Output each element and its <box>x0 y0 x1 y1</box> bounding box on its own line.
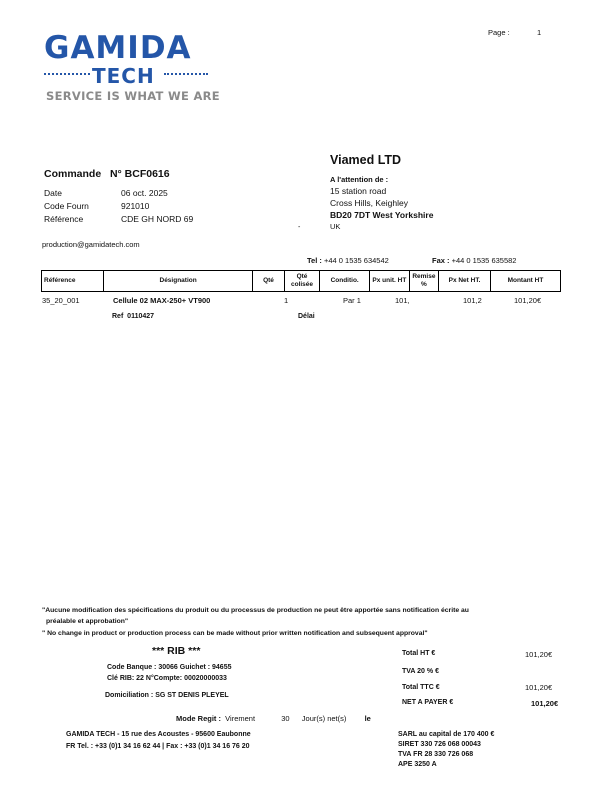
rib-key-line: Clé RIB: 22 N°Compte: 00020000033 <box>107 675 227 682</box>
total-ttc-label: Total TTC € <box>402 684 440 691</box>
items-table <box>41 270 561 292</box>
logo-tech: TECH <box>92 64 155 88</box>
items-header-row <box>42 271 561 292</box>
supplier-code-value: 921010 <box>121 201 150 211</box>
note-fr-line2: préalable et approbation" <box>46 618 129 625</box>
footer-legal-2: SIRET 330 726 068 00043 <box>398 741 481 748</box>
address-line-4: UK <box>330 222 341 231</box>
row-reference: 35_20_001 <box>42 296 80 305</box>
logo-dotted-line <box>44 73 90 75</box>
payment-days-label: Jour(s) net(s) <box>301 714 347 723</box>
net-to-pay-value: 101,20€ <box>531 699 559 708</box>
order-date-value: 06 oct. 2025 <box>121 188 168 198</box>
row-delay-label: Délai <box>298 313 315 320</box>
fax-line <box>432 256 516 265</box>
header-qty-packed: Qté colisée <box>284 271 320 292</box>
supplier-code-label: Code Fourn <box>44 201 89 211</box>
header-designation: Désignation <box>103 271 252 292</box>
sub-ref-label: Ref <box>112 313 124 320</box>
tel-line <box>307 256 389 265</box>
header-qty: Qté <box>253 271 284 292</box>
order-title <box>44 168 170 180</box>
order-title-label: Commande <box>44 168 102 180</box>
fax-label: Fax : <box>432 256 450 265</box>
header-reference: Référence <box>42 271 104 292</box>
tel-label: Tel : <box>307 256 322 265</box>
contact-email[interactable]: production@gamidatech.com <box>42 240 140 249</box>
rib-title: *** RIB *** <box>152 645 201 657</box>
rib-bank-line: Code Banque : 30066 Guichet : 94655 <box>107 664 232 671</box>
row-qty: 1 <box>284 296 289 305</box>
payment-days: 30 <box>281 714 290 723</box>
note-en: " No change in product or production process can be made without prior written notification and subsequent approval" <box>42 630 428 637</box>
footer-phone: FR Tel. : +33 (0)1 34 16 62 44 | Fax : +33 (0)1 34 16 76 20 <box>66 743 250 750</box>
net-to-pay-label: NET A PAYER € <box>402 699 454 706</box>
address-line-1: 15 station road <box>330 186 387 196</box>
page-number: 1 <box>537 28 542 37</box>
row-conditioning: Par 1 <box>343 296 361 305</box>
payment-method: Virement <box>225 714 256 723</box>
reference-value: CDE GH NORD 69 <box>121 214 194 224</box>
payment-label: Mode Regit : <box>176 714 221 723</box>
tel-value: +44 0 1535 634542 <box>323 256 389 265</box>
payment-suffix: le <box>364 714 371 723</box>
address-line-2: Cross Hills, Keighley <box>330 198 408 208</box>
row-net-price: 101,2 <box>463 296 482 305</box>
order-date-label: Date <box>44 188 62 198</box>
fax-value: +44 0 1535 635582 <box>451 256 517 265</box>
row-unit-price: 101, <box>395 296 410 305</box>
header-unit-price: Px unit. HT <box>370 271 410 292</box>
footer-address: GAMIDA TECH - 15 rue des Acoustes - 95600 Eaubonne <box>66 731 251 738</box>
row-sub-ref <box>112 313 154 320</box>
row-amount: 101,20€ <box>514 296 542 305</box>
order-number: BCF0616 <box>124 168 170 180</box>
logo-dotted-line-right <box>164 73 208 75</box>
total-ht-value: 101,20€ <box>525 650 553 659</box>
total-ttc-value: 101,20€ <box>525 683 553 692</box>
logo-tagline: SERVICE IS WHAT WE ARE <box>46 89 220 103</box>
footer-legal-1: SARL au capital de 170 400 € <box>398 731 495 738</box>
tva-label: TVA 20 % € <box>402 668 439 675</box>
total-ht-label: Total HT € <box>402 650 436 657</box>
header-net-price: Px Net HT. <box>439 271 491 292</box>
rib-domiciliation <box>105 692 229 699</box>
note-fr-line1: "Aucune modification des spécifications du produit ou du processus de production ne peut être apportée sans notification écrite au <box>42 607 469 614</box>
row-designation: Cellule 02 MAX-250+ VT900 <box>113 296 211 305</box>
domiciliation-label: Domiciliation : <box>105 692 154 699</box>
order-number-label: N° <box>109 168 122 180</box>
address-line-3: BD20 7DT West Yorkshire <box>330 210 434 220</box>
header-conditioning: Conditio. <box>320 271 370 292</box>
attention-label: A l'attention de : <box>330 175 389 184</box>
footer-legal-4: APE 3250 A <box>398 761 437 768</box>
footer-legal-3: TVA FR 28 330 726 068 <box>398 751 474 758</box>
bullet-mark: - <box>298 224 301 231</box>
page-label: Page : <box>488 28 510 37</box>
domiciliation-value: SG ST DENIS PLEYEL <box>155 692 229 699</box>
header-discount: Remise % <box>409 271 438 292</box>
reference-label: Référence <box>44 214 84 224</box>
sub-ref-value: 0110427 <box>127 313 155 320</box>
recipient-company: Viamed LTD <box>330 153 402 167</box>
header-amount: Montant HT <box>490 271 560 292</box>
logo-gamida: GAMIDA <box>44 30 192 66</box>
payment-line <box>176 714 371 723</box>
